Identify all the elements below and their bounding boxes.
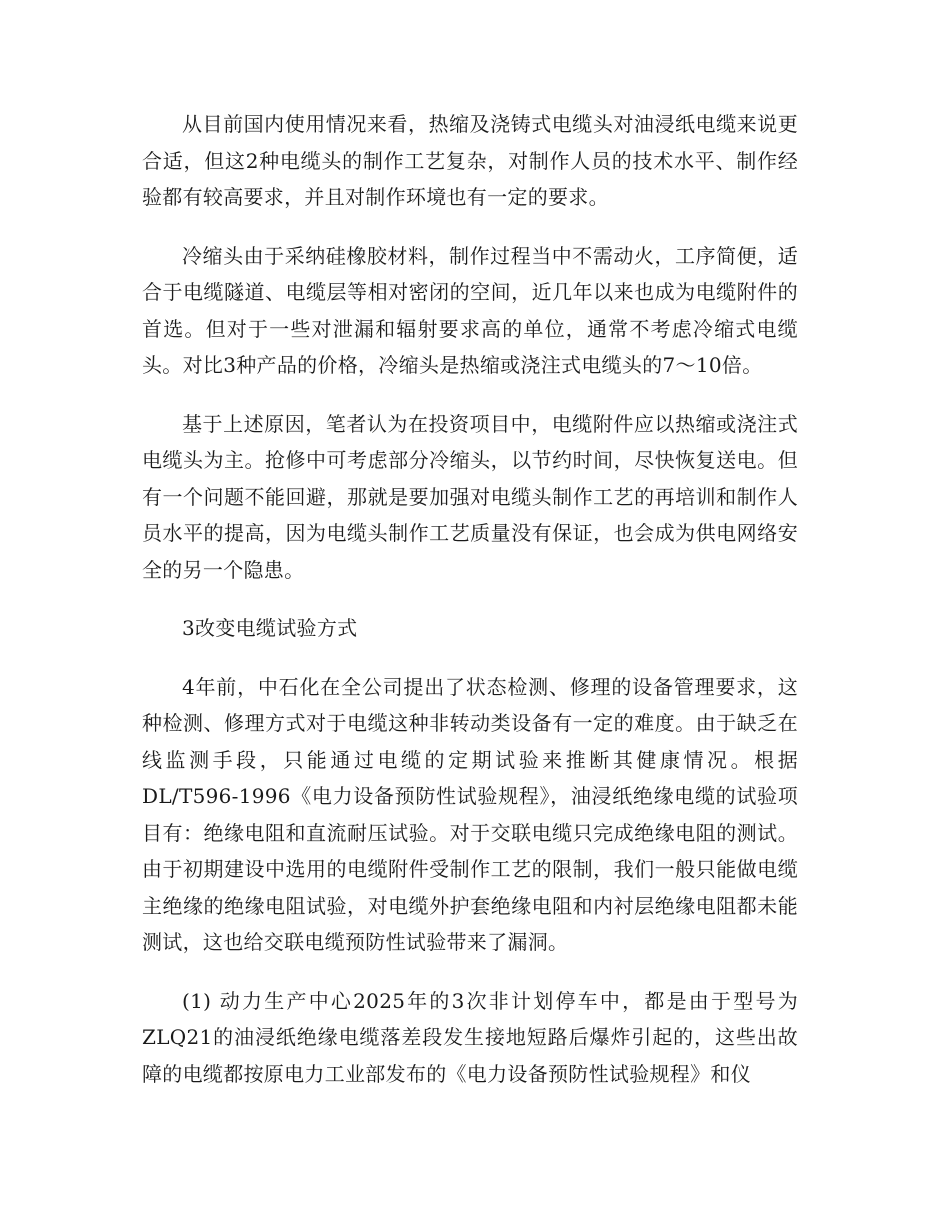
paragraph-heat-shrink: 从目前国内使用情况来看，热缩及浇铸式电缆头对油浸纸电缆来说更合适，但这2种电缆头的制作工艺复杂，对制作人员的技术水平、制作经验都有较高要求，并且对制作环境也有一定的要求。: [142, 112, 798, 209]
paragraph-testing: 4年前，中石化在全公司提出了状态检测、修理的设备管理要求，这种检测、修理方式对于电缆这种非转动类设备有一定的难度。由于缺乏在线监测手段，只能通过电缆的定期试验来推断其健康情况。根据DL/T596-1996《电力设备预防性试验规程》，油浸纸绝缘电缆的试验项目有：绝缘电阻和直流耐压试验。对于交联电缆只完成绝缘电阻的测试。由于初期建设中选用的电缆附件受制作工艺的限制，我们一般只能做电缆主绝缘的绝缘电阻试验，对电缆外护套绝缘电阻和内衬层绝缘电阻都未能测试，这也给交联电缆预防性试验带来了漏洞。: [142, 674, 798, 954]
paragraph-cold-shrink: 冷缩头由于采纳硅橡胶材料，制作过程当中不需动火，工序简便，适合于电缆隧道、电缆层等相对密闭的空间，近几年以来也成为电缆附件的首选。但对于一些对泄漏和辐射要求高的单位，通常不考虑冷缩式电缆头。对比3种产品的价格，冷缩头是热缩或浇注式电缆头的7～10倍。: [142, 243, 798, 377]
paragraph-case-1: (1) 动力生产中心2025年的3次非计划停车中，都是由于型号为ZLQ21的油浸纸绝缘电缆落差段发生接地短路后爆炸引起的，这些出故障的电缆都按原电力工业部发布的《电力设备预防性试验规程》和仪: [142, 988, 798, 1086]
document-body: [142, 106, 798, 1114]
section-heading: 3改变电缆试验方式: [182, 616, 358, 640]
paragraph-conclusion: 基于上述原因，笔者认为在投资项目中，电缆附件应以热缩或浇注式电缆头为主。抢修中可考虑部分冷缩头，以节约时间，尽快恢复送电。但有一个问题不能回避，那就是要加强对电缆头制作工艺的再培训和制作人员水平的提高，因为电缆头制作工艺质量没有保证，也会成为供电网络安全的另一个隐患。: [142, 411, 798, 582]
